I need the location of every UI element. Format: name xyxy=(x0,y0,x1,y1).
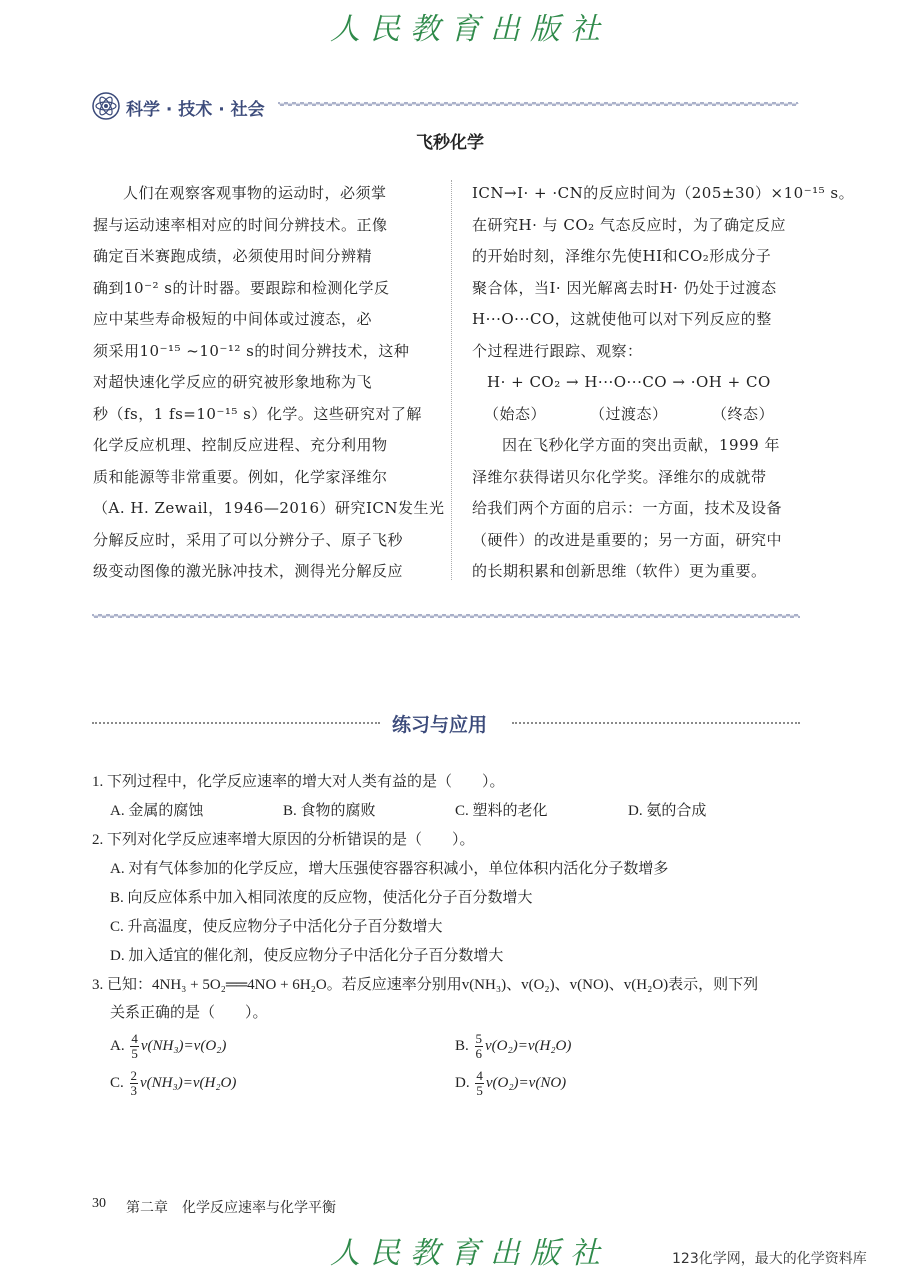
q3-option-d: D. $\frac{4}{5}$ v(O₂)=v(NO) xyxy=(455,1068,567,1098)
page-number: 30 xyxy=(92,1196,106,1211)
fraction: $\frac{2}{3}$ xyxy=(130,1068,138,1098)
text-line: 在研究H· 与 CO₂ 气态反应时，为了确定反应 xyxy=(472,215,786,234)
text-line: 聚合体，当I· 因光解离去时H· 仍处于过渡态 xyxy=(472,278,777,297)
chapter-title: 第二章 化学反应速率与化学平衡 xyxy=(126,1201,336,1216)
article-right-column xyxy=(472,178,855,588)
text-line: 须采用10⁻¹⁵ ~10⁻¹² s的时间分辨技术，这种 xyxy=(93,341,410,360)
q3-option-b: B. $\frac{5}{6}$ v(O₂)=v(H₂O) xyxy=(455,1031,572,1061)
text-line: 对超快速化学反应的研究被形象地称为飞 xyxy=(93,373,373,391)
article-title: 飞秒化学 xyxy=(416,133,484,153)
column-divider xyxy=(451,180,452,580)
text-line: （硬件）的改进是重要的；另一方面，研究中 xyxy=(472,530,783,549)
text-line: 应中某些寿命极短的中间体或过渡态，必 xyxy=(93,310,373,328)
q1-option-a: A. 金属的腐蚀 xyxy=(110,803,204,819)
text-line: 握与运动速率相对应的时间分辨技术。正像 xyxy=(93,215,388,234)
publisher-logo: 人民教育出版社 xyxy=(330,12,610,47)
text-line: 秒（fs，1 fs=10⁻¹⁵ s）化学。这些研究对了解 xyxy=(93,404,422,423)
section-wavy-rule xyxy=(278,101,800,107)
exercise-title: 练习与应用 xyxy=(392,714,488,736)
q1-option-b: B. 食物的腐败 xyxy=(283,803,376,819)
q1-option-d: D. 氨的合成 xyxy=(628,803,707,819)
site-watermark: 123化学网，最大的化学资料库 xyxy=(672,1251,867,1267)
text-line: 质和能源等非常重要。例如，化学家泽维尔 xyxy=(93,467,388,486)
question-1-stem: 1. 下列过程中，化学反应速率的增大对人类有益的是（ ）。 xyxy=(92,774,505,790)
text-line: 化学反应机理、控制反应进程、充分利用物 xyxy=(93,436,388,454)
label-final-state: （终态） xyxy=(712,404,775,423)
article-left-column xyxy=(93,178,445,588)
section-label: 科学 · 技术 · 社会 xyxy=(126,100,265,120)
label-transition-state: （过渡态） xyxy=(590,404,668,423)
reaction-equation: H· + CO₂ → H···O···CO → ·OH + CO xyxy=(487,373,771,391)
text-line: 泽维尔获得诺贝尔化学奖。泽维尔的成就带 xyxy=(472,467,767,486)
text-line: 人们在观察客观事物的运动时，必须掌 xyxy=(123,184,387,202)
label-initial-state: （始态） xyxy=(484,404,547,423)
question-3-stem-line2: 关系正确的是（ ）。 xyxy=(110,1005,268,1021)
q2-option-b: B. 向反应体系中加入相同浓度的反应物，使活化分子百分数增大 xyxy=(110,890,533,906)
fraction: $\frac{5}{6}$ xyxy=(475,1031,483,1061)
q2-option-d: D. 加入适宜的催化剂，使反应物分子中活化分子百分数增大 xyxy=(110,948,504,964)
q1-option-c: C. 塑料的老化 xyxy=(455,803,548,819)
equation-labels xyxy=(472,399,807,431)
fraction: $\frac{4}{5}$ xyxy=(131,1031,138,1061)
exercise-rule-left xyxy=(92,722,380,724)
q2-option-c: C. 升高温度，使反应物分子中活化分子百分数增大 xyxy=(110,919,443,935)
text-line: 的开始时刻，泽维尔先使HI和CO₂形成分子 xyxy=(472,247,772,265)
question-3-stem-line1: 3. 已知：4NH₃ + 5O₂══4NO + 6H₂O。若反应速率分别用v(NH₃)、v(O₂)、v(NO)、v(H₂O)表示，则下列 xyxy=(92,977,759,993)
q3-option-c: C. $\frac{2}{3}$ v(NH₃)=v(H₂O) xyxy=(110,1068,237,1098)
text-line: 给我们两个方面的启示：一方面，技术及设备 xyxy=(472,499,783,517)
text-line: 因在飞秒化学方面的突出贡献，1999 年 xyxy=(502,436,780,454)
box-bottom-wavy-rule xyxy=(92,613,800,619)
text-line: 分解反应时，采用了可以分辨分子、原子飞秒 xyxy=(93,530,404,549)
text-line: 级变动图像的激光脉冲技术，测得光分解反应 xyxy=(93,562,404,580)
text-line: （A. H. Zewail，1946—2016）研究ICN发生光 xyxy=(93,499,445,517)
q3-option-a: A. $\frac{4}{5}$ v(NH₃)=v(O₂) xyxy=(110,1031,227,1061)
text-line: 确定百米赛跑成绩，必须使用时间分辨精 xyxy=(93,247,373,265)
text-line: 个过程进行跟踪、观察： xyxy=(472,341,643,360)
exercise-rule-right xyxy=(512,722,800,724)
publisher-logo-bottom: 人民教育出版社 xyxy=(330,1236,610,1271)
text-line: 的长期积累和创新思维（软件）更为重要。 xyxy=(472,562,767,580)
q2-option-a: A. 对有气体参加的化学反应，增大压强使容器容积减小，单位体积内活化分子数增多 xyxy=(110,861,669,877)
text-line: ICN→I· + ·CN的反应时间为（205±30）×10⁻¹⁵ s。 xyxy=(472,184,855,202)
fraction: $\frac{4}{5}$ xyxy=(476,1068,483,1098)
text-line: H···O···CO，这就使他可以对下列反应的整 xyxy=(472,310,772,328)
text-line: 确到10⁻² s的计时器。要跟踪和检测化学反 xyxy=(93,278,390,297)
atom-icon xyxy=(92,92,120,120)
question-2-stem: 2. 下列对化学反应速率增大原因的分析错误的是（ ）。 xyxy=(92,832,475,848)
